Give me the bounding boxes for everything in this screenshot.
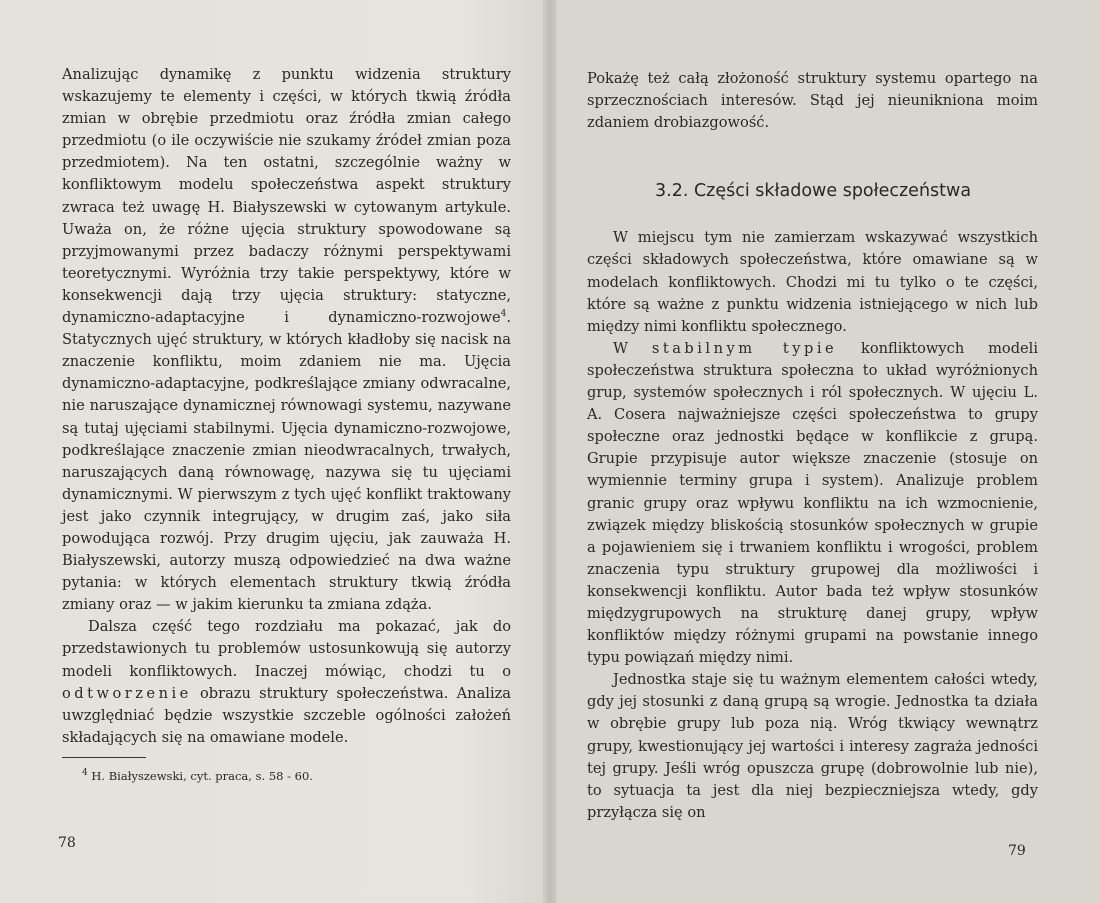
right-page-body (587, 68, 1038, 824)
right-page (587, 68, 1038, 824)
right-paragraph-3: Jednostka staje się tu ważnym elementem całości wtedy, gdy jej stosunki z daną grupą są wrogie. Jednostka ta działa w obrębie grupy lub poza nią. Wróg tkwiący wewnątrz grupy, kwestionujący jej wartości i interesy zagraża jedności tej grupy. Jeśli wróg opuszcza grupę (dobrowolnie lub nie), to sytuacja ta jest dla niej bezpieczniejsza wtedy, gdy przyłącza się on (587, 671, 1038, 821)
footnote-reference: 4 (500, 309, 507, 320)
footnote (62, 768, 511, 784)
right-paragraph-2-tail: konfliktowych modeli społeczeństwa struktura społeczna to układ wyróżnionych grup, systemów społecznych i ról społecznych. W ujęciu L. A. Cosera najważniejsze części społeczeństwa to grupy społeczne oraz jednostki będące w konflikcie z grupą. Grupie przypisuje autor większe znaczenie (stosuje on wymiennie terminy grupa i system). Analizuje problem granic grupy oraz wpływu konfliktu na ich wzmocnienie, związek między bliskością stosunków społecznych w grupie a pojawieniem się i trwaniem konfliktu i wrogości, problem znaczenia typu struktury grupowej dla możliwości i konsekwencji konfliktu. Autor bada też wpływ stosunków międzygrupowych na strukturę danej grupy, wpływ konfliktów między różnymi grupami na powstanie innego typu powiązań między nimi. (587, 339, 1039, 667)
left-paragraph-2 (62, 616, 511, 749)
footnote-rule (62, 757, 146, 758)
left-paragraph-1-text: Analizując dynamikę z punktu widzenia struktury wskazujemy te elementy i części, w których tkwią źródła zmian w obrębie przedmiotu oraz źródła zmian całego przedmiotu (o ile oczywiście nie szukamy źródeł zmian poza przedmiotem). Na ten ostatni, szczególnie ważny w konfliktowym modelu społeczeństwa aspekt struktury zwraca też uwagę H. Białyszewski w cytowanym artykule. Uważa on, że różne ujęcia struktury spowodowane są przyjmowanymi przez badaczy różnymi perspektywami teoretycznymi. Wyróżnia trzy takie perspektywy, które w konsekwencji dają trzy ujęcia struktury: statyczne, dynamiczno-adaptacyjne i dynamiczno-rozwojowe (62, 66, 511, 327)
left-paragraph-2-tail: obrazu struktury społeczeństwa. Analiza uwzględniać będzie wszystkie szczeble ogólności założeń składających się na omawiane modele. (62, 684, 511, 746)
left-paragraph-1 (62, 64, 511, 616)
right-paragraph-2-lead: W (613, 339, 652, 357)
right-paragraph-1: W miejscu tym nie zamierzam wskazywać wszystkich części składowych społeczeństwa, które omawiane są w modelach konfliktowych. Chodzi mi tu tylko o te części, które są ważne z punktu widzenia istniejącego w nich lub między nimi konfliktu społecznego. (587, 229, 1038, 335)
left-paragraph-1-tail: . Statycznych ujęć struktury, w których kładłoby się nacisk na znaczenie konfliktu, moim zdaniem nie ma. Ujęcia dynamiczno-adaptacyjne, podkreślające zmiany odwracalne, nie naruszające dynamicznej równowagi systemu, nazywane są tutaj ujęciami stabilnymi. Ujęcia dynamiczno-rozwojowe, podkreślające znaczenie zmian nieodwracalnych, trwałych, naruszających daną równowagę, nazywa się tu ujęciami dynamicznymi. W pierwszym z tych ujęć konflikt traktowany jest jako czynnik integrujący, w drugim zaś, jako siła powodująca rozwój. Przy drugim ujęciu, jak zauważa H. Białyszewski, autorzy muszą odpowiedzieć na dwa ważne pytania: w których elementach struktury tkwią źródła zmiany oraz — w jakim kierunku ta zmiana zdąża. (62, 309, 511, 614)
spaced-emphasis-stabilnym-typie: stabilnym typie (651, 339, 838, 357)
spaced-emphasis-odtworzenie: odtworzenie (62, 684, 192, 702)
left-page-body (62, 64, 511, 784)
book-gutter (543, 0, 557, 903)
left-paragraph-2-text: Dalsza część tego rozdziału ma pokazać, jak do przedstawionych tu problemów ustosunkowują się autorzy modeli konfliktowych. Inaczej mówiąc, chodzi tu o (62, 618, 511, 680)
page-number-left: 78 (58, 835, 76, 851)
footnote-text: H. Białyszewski, cyt. praca, s. 58 - 60. (87, 768, 313, 783)
right-paragraph-2 (587, 338, 1038, 669)
section-heading: 3.2. Części składowe społeczeństwa (655, 181, 972, 202)
footnote-mark: 4 (82, 768, 88, 779)
left-page (0, 0, 549, 903)
page-number-right: 79 (1008, 843, 1026, 859)
right-intro-paragraph: Pokażę też całą złożoność struktury systemu opartego na sprzecznościach interesów. Stąd jej nieunikniona moim zdaniem drobiazgowość. (587, 70, 1038, 132)
